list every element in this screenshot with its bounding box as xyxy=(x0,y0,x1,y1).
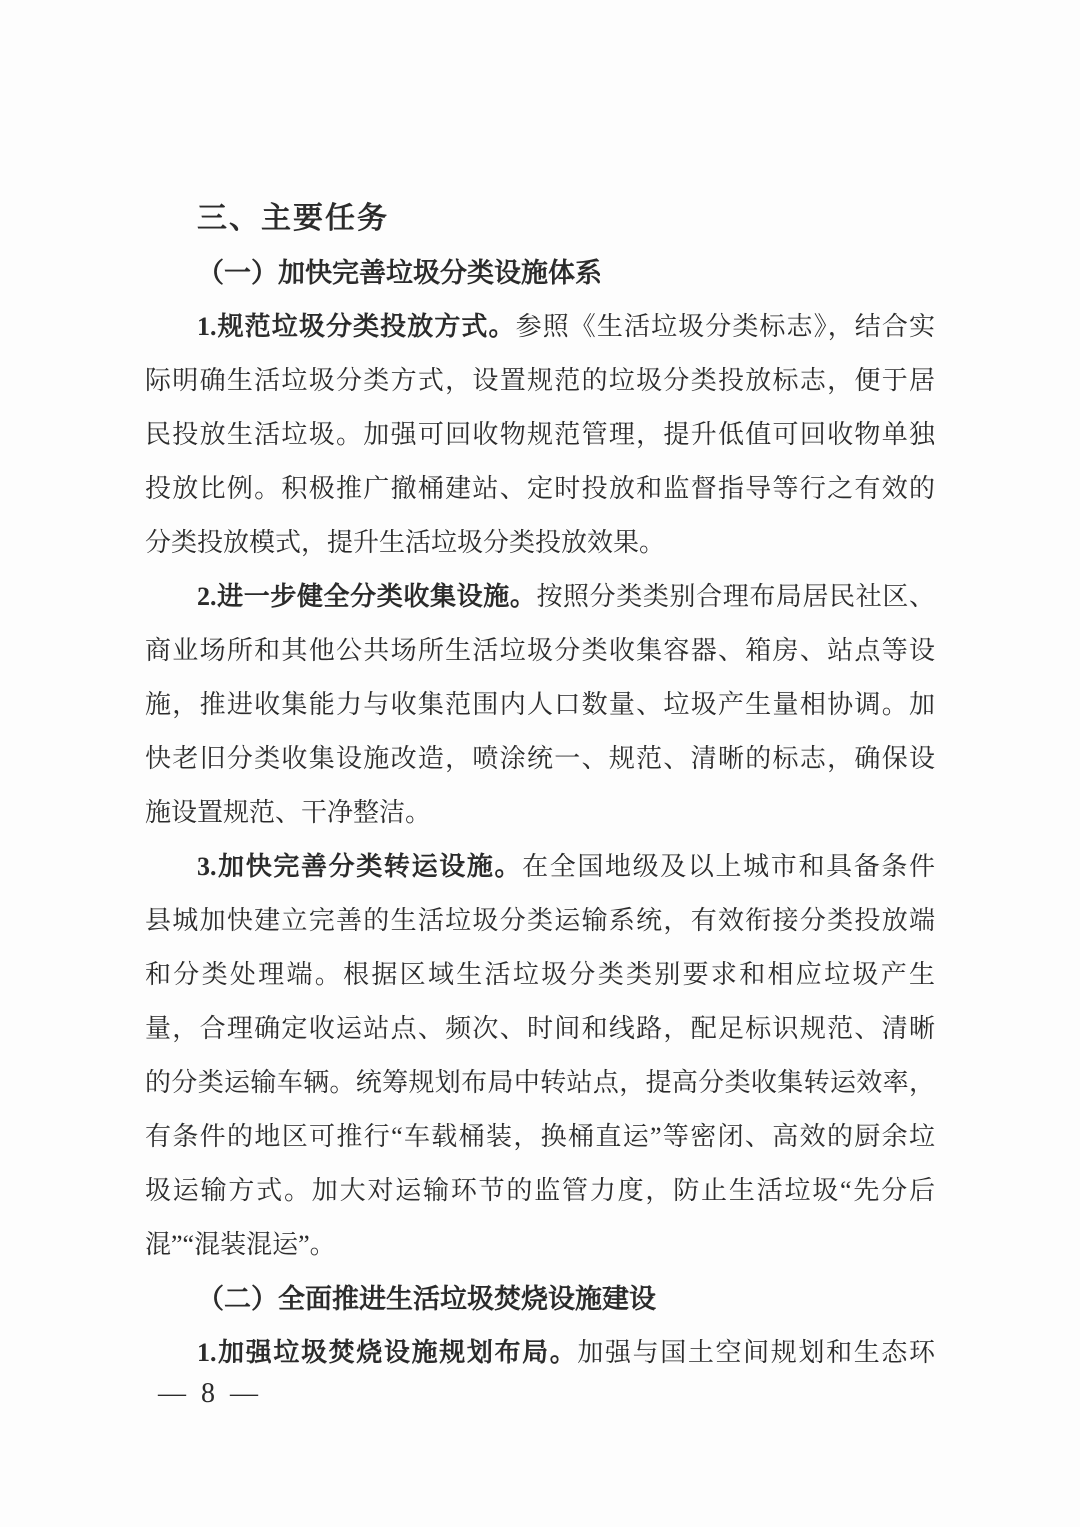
page-number: — 8 — xyxy=(158,1378,262,1409)
paragraph-text: 施，推进收集能力与收集范围内人口数量、垃圾产生量相协调。加 xyxy=(145,690,935,719)
paragraph-line xyxy=(145,1218,935,1272)
paragraph-text: 加强与国土空间规划和生态环 xyxy=(577,1338,935,1367)
paragraph-text: 施设置规范、干净整洁。 xyxy=(145,798,432,827)
paragraph-lead-text: 1.加强垃圾焚烧设施规划布局。 xyxy=(197,1338,578,1367)
paragraph-line xyxy=(145,678,935,732)
paragraph-line xyxy=(145,516,935,570)
paragraph-text: 际明确生活垃圾分类方式，设置规范的垃圾分类投放标志，便于居 xyxy=(145,366,935,395)
paragraph-text: 快老旧分类收集设施改造，喷涂统一、规范、清晰的标志，确保设 xyxy=(145,744,935,773)
paragraph-text: 混”“混装混运”。 xyxy=(145,1230,336,1259)
paragraph-lead-text: 1.规范垃圾分类投放方式。 xyxy=(197,312,516,341)
paragraph-text: 有条件的地区可推行“车载桶装，换桶直运”等密闭、高效的厨余垃 xyxy=(145,1122,935,1151)
paragraph-line xyxy=(145,786,935,840)
paragraph-text: 投放比例。积极推广撤桶建站、定时投放和监督指导等行之有效的 xyxy=(145,474,935,503)
paragraph-text: 的分类运输车辆。统筹规划布局中转站点，提高分类收集转运效率， xyxy=(145,1068,935,1097)
paragraph-text: 在全国地级及以上城市和具备条件 xyxy=(522,852,935,881)
paragraph-line xyxy=(145,462,935,516)
paragraph-text: 和分类处理端。根据区域生活垃圾分类类别要求和相应垃圾产生 xyxy=(145,960,935,989)
paragraph-line xyxy=(145,570,935,624)
subsection-heading: （二）全面推进生活垃圾焚烧设施建设 xyxy=(197,1284,656,1314)
paragraph-line xyxy=(145,354,935,408)
paragraph-line xyxy=(145,1110,935,1164)
paragraph-text: 量，合理确定收运站点、频次、时间和线路，配足标识规范、清晰 xyxy=(145,1014,935,1043)
paragraph-line xyxy=(145,624,935,678)
document-body xyxy=(145,192,935,1380)
paragraph-line xyxy=(145,300,935,354)
paragraph-line xyxy=(145,1326,935,1380)
paragraph-text: 参照《生活垃圾分类标志》，结合实 xyxy=(515,312,935,341)
paragraph-line xyxy=(145,408,935,462)
paragraph-text: 按照分类类别合理布局居民社区、 xyxy=(536,582,935,611)
paragraph-text: 分类投放模式，提升生活垃圾分类投放效果。 xyxy=(145,528,666,557)
paragraph-line xyxy=(145,1002,935,1056)
paragraph-line xyxy=(145,948,935,1002)
paragraph-text: 县城加快建立完善的生活垃圾分类运输系统，有效衔接分类投放端 xyxy=(145,906,935,935)
paragraph-lead-text: 2.进一步健全分类收集设施。 xyxy=(197,582,537,611)
paragraph-line xyxy=(145,1164,935,1218)
section-heading: 三、主要任务 xyxy=(197,202,389,235)
subsection-heading: （一）加快完善垃圾分类设施体系 xyxy=(197,258,602,288)
paragraph-line xyxy=(145,840,935,894)
paragraph-line xyxy=(145,1056,935,1110)
paragraph-text: 民投放生活垃圾。加强可回收物规范管理，提升低值可回收物单独 xyxy=(145,420,935,449)
paragraph-text: 圾运输方式。加大对运输环节的监管力度，防止生活垃圾“先分后 xyxy=(145,1176,935,1205)
paragraph-lead-text: 3.加快完善分类转运设施。 xyxy=(197,852,523,881)
paragraph-line xyxy=(145,894,935,948)
paragraph-line xyxy=(145,732,935,786)
paragraph-text: 商业场所和其他公共场所生活垃圾分类收集容器、箱房、站点等设 xyxy=(145,636,935,665)
